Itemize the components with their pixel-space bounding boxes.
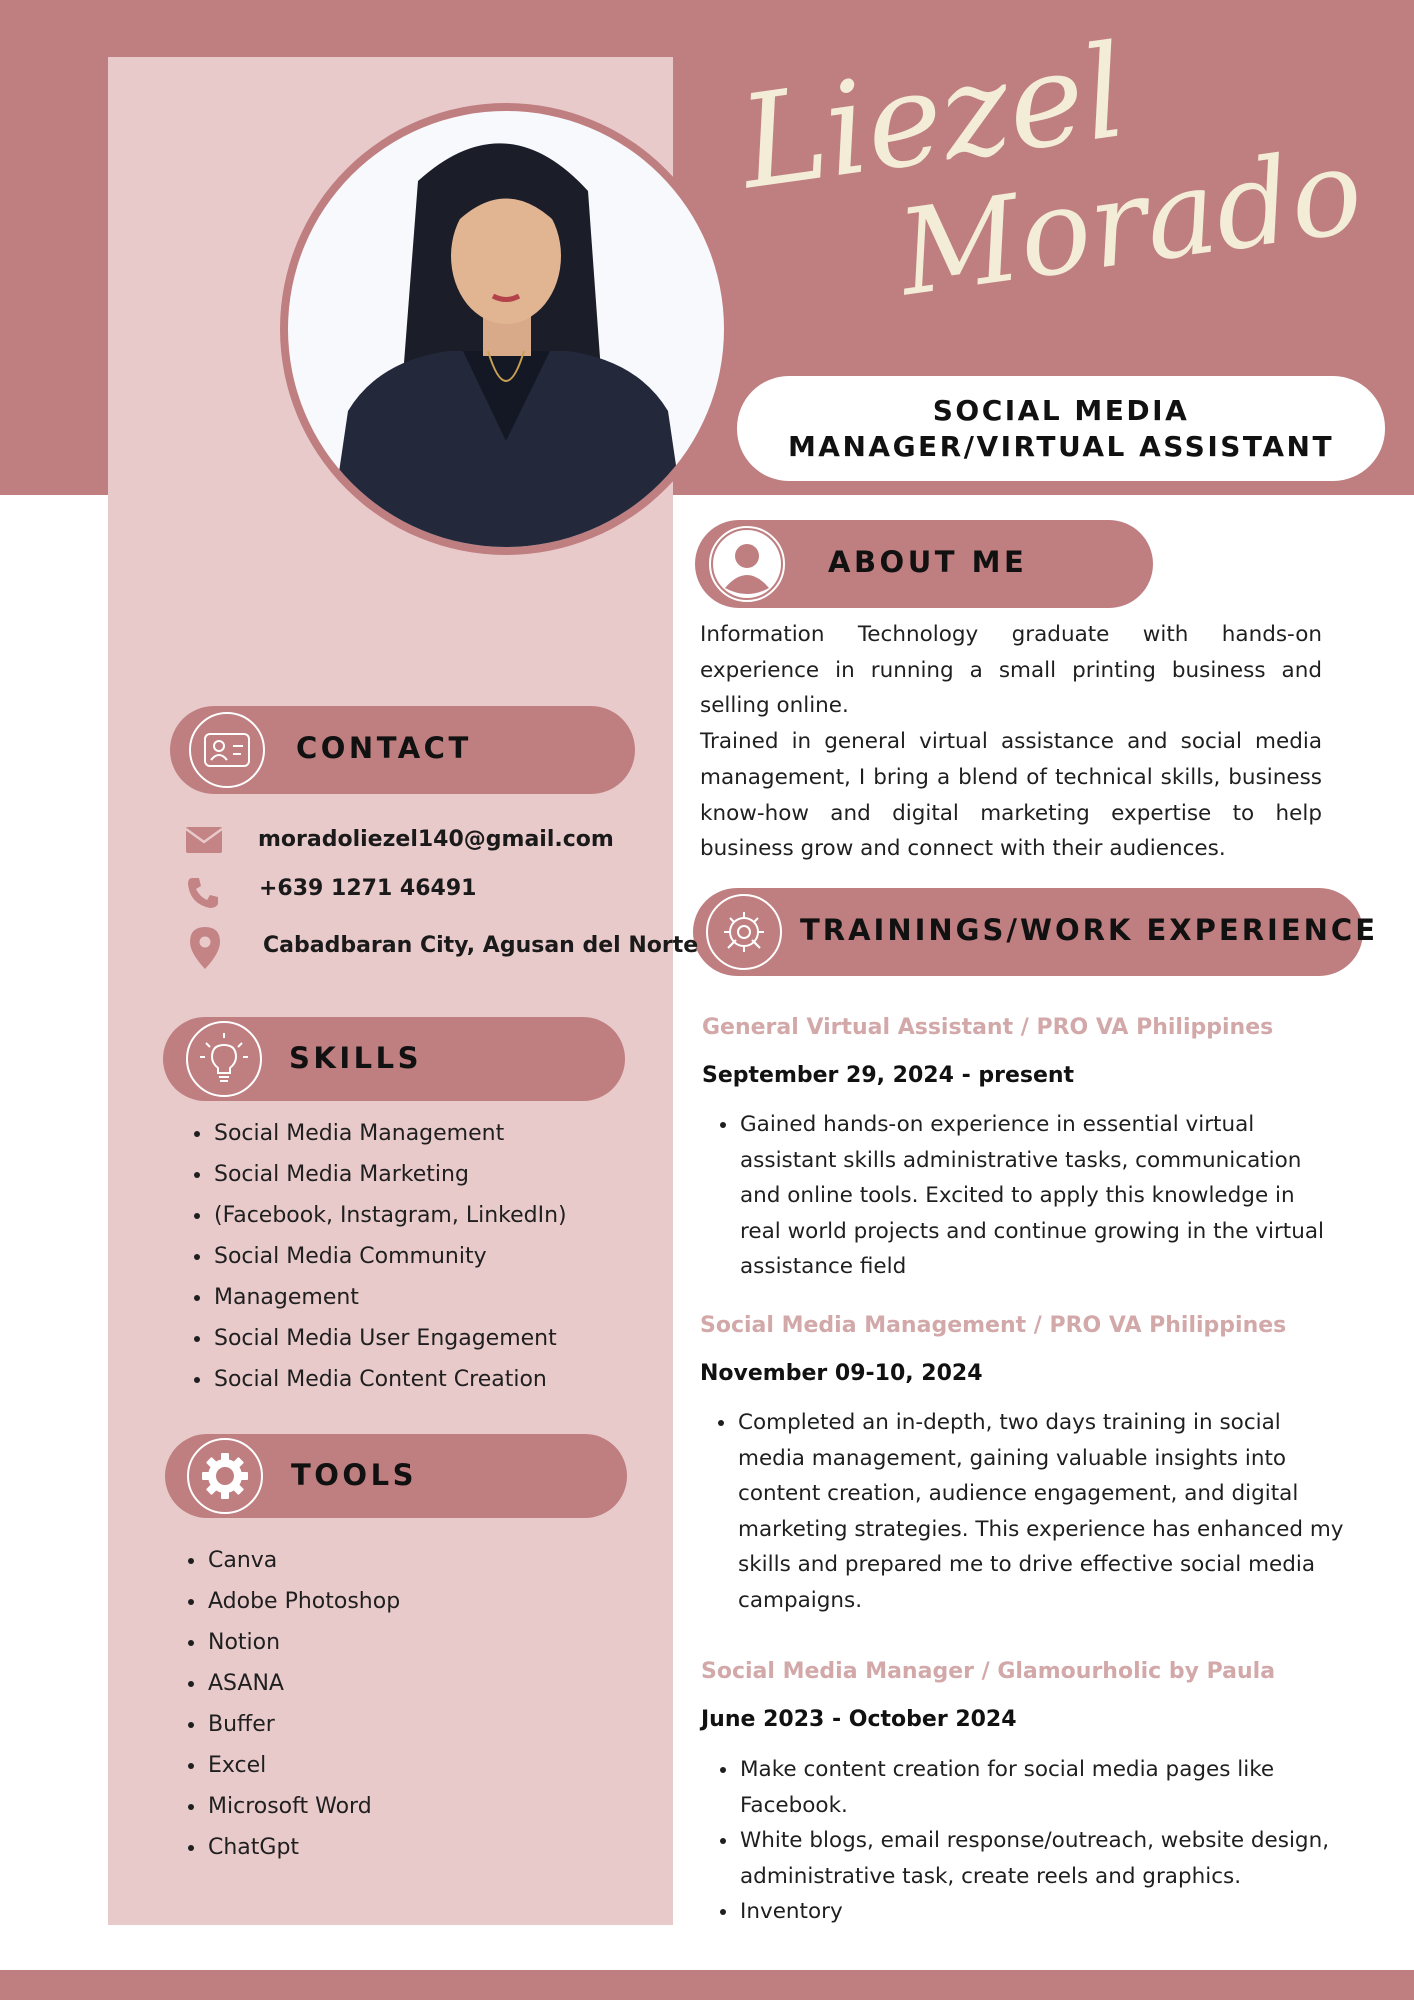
location-text: Cabadbaran City, Agusan del Norte <box>263 933 699 958</box>
experience-date: June 2023 - October 2024 <box>701 1707 1017 1732</box>
tool-item: Buffer <box>208 1704 668 1745</box>
skills-heading-label: SKILLS <box>289 1041 422 1075</box>
tool-item: Microsoft Word <box>208 1786 668 1827</box>
profile-photo <box>280 103 732 555</box>
tool-item: ChatGpt <box>208 1827 668 1868</box>
experience-bullet: Make content creation for social media pages like Facebook. <box>740 1752 1365 1823</box>
experience-bullets <box>700 1107 1340 1285</box>
tools-heading-label: TOOLS <box>291 1458 417 1492</box>
envelope-icon <box>186 827 222 858</box>
map-pin-icon <box>190 927 220 974</box>
skill-item: Management <box>214 1277 674 1318</box>
tools-list <box>183 1540 668 1868</box>
about-paragraph: Information Technology graduate with hands-on experience in running a small printing business and selling online. <box>700 622 1322 719</box>
experience-bullets <box>700 1752 1365 1930</box>
skill-item: Social Media Content Creation <box>214 1359 674 1400</box>
id-card-icon <box>189 712 265 788</box>
experience-title: General Virtual Assistant / PRO VA Philippines <box>702 1015 1274 1040</box>
job-title-line1: SOCIAL MEDIA <box>932 393 1190 427</box>
first-name: Liezel <box>731 17 1135 219</box>
tool-item: Excel <box>208 1745 668 1786</box>
experience-date: September 29, 2024 - present <box>702 1063 1075 1088</box>
contact-heading-label: CONTACT <box>296 731 472 765</box>
email-text: moradoliezel140@gmail.com <box>258 827 614 852</box>
skill-item: Social Media Community <box>214 1236 674 1277</box>
skill-item: Social Media Marketing <box>214 1154 674 1195</box>
about-heading <box>695 520 1153 608</box>
experience-bullet: Completed an in-depth, two days training in social media management, gaining valuable insights into content creation, audience engagement, and digital marketing strategies. This experience has enhanced my skills and prepared me to drive effective social media campaigns. <box>738 1405 1348 1619</box>
about-paragraph: Trained in general virtual assistance and social media management, I bring a blend of technical skills, business know-how and digital marketing expertise to help business grow and connect with their audiences. <box>700 729 1322 862</box>
gear-tools-icon <box>706 894 782 970</box>
experience-heading <box>693 888 1379 976</box>
experience-bullet: Inventory <box>740 1894 1365 1930</box>
job-title-pill <box>737 376 1385 481</box>
experience-date: November 09-10, 2024 <box>700 1361 983 1386</box>
person-portrait <box>288 111 724 547</box>
skill-item: Social Media Management <box>214 1113 674 1154</box>
experience-title: Social Media Manager / Glamourholic by Paula <box>701 1659 1276 1684</box>
lightbulb-icon <box>186 1021 262 1097</box>
tool-item: Adobe Photoshop <box>208 1581 668 1622</box>
experience-bullet: Gained hands-on experience in essential virtual assistant skills administrative tasks, communication and online tools. Excited to apply this knowledge in real world projects and continue growing in the virtual assistance field <box>740 1107 1340 1285</box>
experience-heading-label: TRAININGS/WORK EXPERIENCE <box>800 913 1379 947</box>
tool-item: Canva <box>208 1540 668 1581</box>
last-name: Morado <box>890 120 1371 323</box>
about-text <box>700 617 1322 867</box>
tools-heading <box>165 1434 627 1518</box>
skills-heading <box>163 1017 625 1101</box>
tool-item: Notion <box>208 1622 668 1663</box>
about-heading-label: ABOUT ME <box>828 545 1028 579</box>
user-icon <box>709 526 785 602</box>
skills-list <box>189 1113 674 1400</box>
phone-icon <box>186 876 220 915</box>
contact-heading <box>170 706 635 794</box>
tool-item: ASANA <box>208 1663 668 1704</box>
experience-bullet: White blogs, email response/outreach, website design, administrative task, create reels and graphics. <box>740 1823 1365 1894</box>
experience-bullets <box>698 1405 1348 1619</box>
footer-band <box>0 1970 1414 2000</box>
skill-item: (Facebook, Instagram, LinkedIn) <box>214 1195 674 1236</box>
phone-text: +639 1271 46491 <box>259 876 477 901</box>
gear-icon <box>187 1438 263 1514</box>
job-title-line2: MANAGER/VIRTUAL ASSISTANT <box>787 429 1335 463</box>
experience-title: Social Media Management / PRO VA Philippines <box>700 1313 1287 1338</box>
skill-item: Social Media User Engagement <box>214 1318 674 1359</box>
